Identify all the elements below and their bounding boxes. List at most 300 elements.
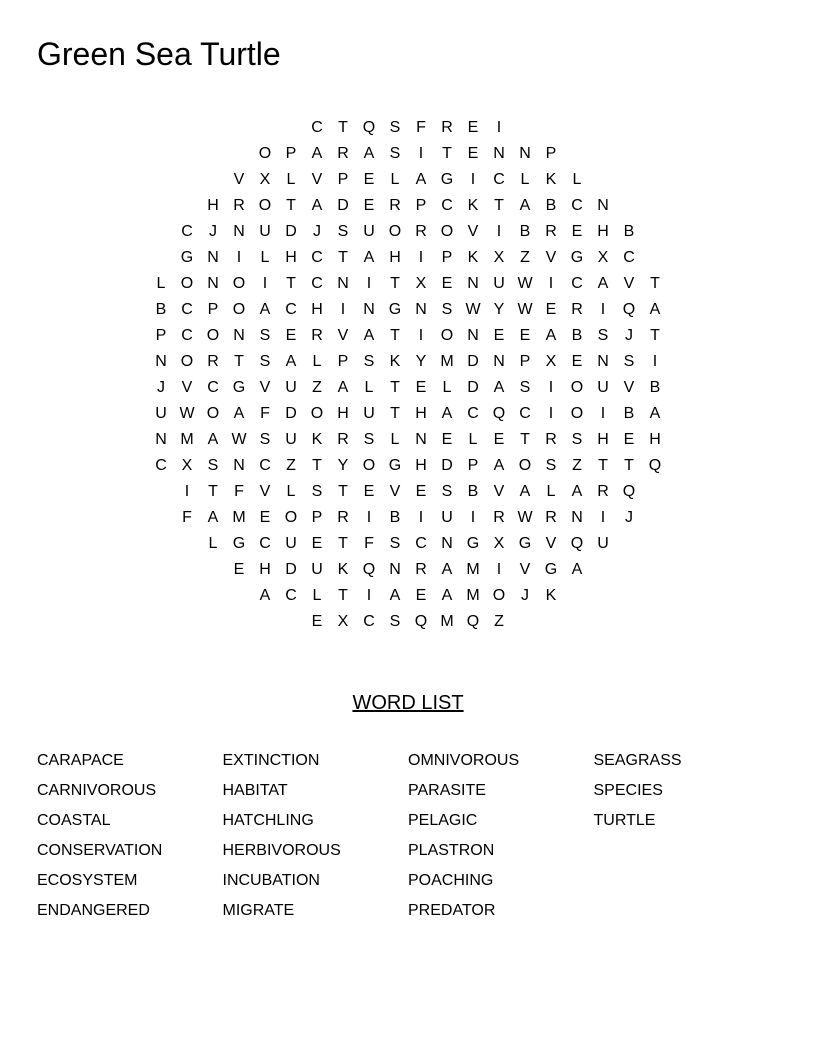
grid-letter: I (496, 223, 502, 240)
grid-letter: O (388, 223, 402, 240)
grid-letter: H (285, 249, 297, 266)
grid-letter: V (311, 171, 323, 188)
grid-letter: C (155, 457, 167, 474)
grid-letter: X (259, 171, 271, 188)
grid-letter: N (597, 353, 609, 370)
grid-letter: S (519, 379, 531, 396)
grid-row (0, 297, 816, 323)
grid-row (0, 609, 816, 635)
grid-letter: N (363, 301, 375, 318)
grid-letter: H (311, 301, 323, 318)
grid-letter: A (207, 431, 219, 448)
grid-letter: E (363, 197, 375, 214)
grid-letter: S (207, 457, 219, 474)
grid-letter: U (493, 275, 505, 292)
grid-letter: L (442, 379, 452, 396)
grid-letter: U (285, 431, 297, 448)
grid-row (0, 453, 816, 479)
word-list-item: HABITAT (222, 782, 288, 799)
grid-letter: J (209, 223, 217, 240)
grid-letter: L (156, 275, 166, 292)
grid-letter: W (517, 301, 533, 318)
grid-letter: G (232, 535, 246, 552)
grid-letter: I (236, 249, 242, 266)
grid-letter: I (470, 171, 476, 188)
grid-letter: I (496, 561, 502, 578)
grid-letter: U (597, 535, 609, 552)
grid-letter: U (259, 223, 271, 240)
grid-letter: A (363, 145, 375, 162)
grid-letter: D (467, 379, 479, 396)
grid-letter: C (285, 587, 297, 604)
word-list-column (37, 746, 222, 926)
word-list-item: CARAPACE (37, 752, 124, 769)
grid-letter: A (571, 561, 583, 578)
grid-row (0, 479, 816, 505)
grid-letter: E (467, 145, 479, 162)
grid-letter: T (338, 483, 348, 500)
grid-letter: K (311, 431, 323, 448)
grid-letter: N (155, 353, 167, 370)
grid-letter: B (467, 483, 479, 500)
grid-letter: O (258, 197, 272, 214)
grid-letter: Z (520, 249, 530, 266)
grid-row (0, 557, 816, 583)
grid-letter: H (259, 561, 271, 578)
grid-letter: L (572, 171, 582, 188)
grid-letter: X (415, 275, 427, 292)
grid-letter: G (518, 535, 532, 552)
grid-letter: I (340, 301, 346, 318)
grid-letter: Q (622, 301, 636, 318)
grid-letter: L (286, 483, 296, 500)
grid-letter: S (337, 223, 349, 240)
word-list-column (408, 746, 593, 926)
grid-letter: T (208, 483, 218, 500)
word-list-item: COASTAL (37, 812, 111, 829)
grid-letter: B (571, 327, 583, 344)
grid-letter: O (440, 327, 454, 344)
grid-letter: R (337, 145, 349, 162)
grid-letter: E (545, 301, 557, 318)
grid-letter: I (600, 301, 606, 318)
grid-letter: A (571, 483, 583, 500)
grid-letter: C (519, 405, 531, 422)
grid-letter: N (207, 275, 219, 292)
grid-letter: N (597, 197, 609, 214)
grid-letter: C (181, 223, 193, 240)
grid-letter: I (418, 145, 424, 162)
grid-letter: A (363, 327, 375, 344)
grid-letter: C (415, 535, 427, 552)
grid-letter: H (649, 431, 661, 448)
grid-letter: M (466, 561, 480, 578)
grid-letter: L (286, 171, 296, 188)
grid-letter: A (441, 561, 453, 578)
grid-letter: N (233, 457, 245, 474)
grid-letter: E (259, 509, 271, 526)
grid-letter: I (366, 587, 372, 604)
grid-row (0, 245, 816, 271)
grid-letter: S (389, 535, 401, 552)
grid-letter: A (337, 379, 349, 396)
grid-letter: Q (362, 119, 376, 136)
grid-letter: E (415, 483, 427, 500)
grid-letter: T (338, 249, 348, 266)
grid-letter: L (312, 587, 322, 604)
grid-letter: L (546, 483, 556, 500)
grid-row (0, 323, 816, 349)
grid-letter: A (311, 197, 323, 214)
grid-letter: O (180, 353, 194, 370)
grid-row (0, 401, 816, 427)
grid-letter: B (623, 223, 635, 240)
grid-letter: V (259, 379, 271, 396)
grid-letter: O (284, 509, 298, 526)
word-list-item: PLASTRON (408, 842, 495, 859)
grid-letter: K (467, 249, 479, 266)
word-list-item: INCUBATION (222, 872, 320, 889)
grid-letter: S (259, 431, 271, 448)
grid-letter: I (418, 327, 424, 344)
grid-letter: X (597, 249, 609, 266)
grid-letter: T (624, 457, 634, 474)
grid-letter: H (597, 431, 609, 448)
page-title: Green Sea Turtle (37, 36, 281, 72)
grid-letter: E (363, 483, 375, 500)
word-list-item: ECOSYSTEM (37, 872, 138, 889)
grid-letter: C (311, 119, 323, 136)
grid-row (0, 375, 816, 401)
grid-letter: N (389, 561, 401, 578)
grid-letter: O (232, 275, 246, 292)
grid-letter: A (649, 301, 661, 318)
grid-letter: R (493, 509, 505, 526)
grid-letter: O (492, 587, 506, 604)
grid-letter: W (465, 301, 481, 318)
grid-letter: G (544, 561, 558, 578)
grid-letter: V (337, 327, 349, 344)
word-list-item: PELAGIC (408, 812, 478, 829)
grid-letter: S (389, 613, 401, 630)
grid-letter: C (259, 535, 271, 552)
grid-letter: I (548, 405, 554, 422)
grid-letter: K (545, 587, 557, 604)
grid-letter: E (493, 431, 505, 448)
grid-row (0, 115, 816, 141)
grid-letter: R (233, 197, 245, 214)
grid-letter: L (260, 249, 270, 266)
grid-letter: V (259, 483, 271, 500)
grid-letter: U (285, 535, 297, 552)
grid-letter: O (206, 405, 220, 422)
grid-letter: H (597, 223, 609, 240)
grid-letter: A (493, 457, 505, 474)
grid-letter: A (415, 171, 427, 188)
word-list-item: CONSERVATION (37, 842, 163, 859)
grid-letter: I (418, 249, 424, 266)
grid-letter: H (389, 249, 401, 266)
grid-letter: A (207, 509, 219, 526)
grid-letter: W (231, 431, 247, 448)
grid-letter: V (519, 561, 531, 578)
grid-letter: I (600, 405, 606, 422)
grid-letter: C (311, 249, 323, 266)
grid-letter: V (623, 379, 635, 396)
word-list-item: SEAGRASS (593, 752, 682, 769)
grid-letter: Y (337, 457, 349, 474)
grid-letter: Q (570, 535, 584, 552)
grid-letter: P (441, 249, 453, 266)
grid-letter: L (390, 171, 400, 188)
grid-letter: S (571, 431, 583, 448)
grid-letter: T (338, 535, 348, 552)
grid-letter: C (623, 249, 635, 266)
grid-letter: Q (362, 561, 376, 578)
grid-letter: E (571, 223, 583, 240)
word-list-item: POACHING (408, 872, 494, 889)
grid-letter: T (650, 275, 660, 292)
grid-letter: Z (312, 379, 322, 396)
grid-letter: U (363, 405, 375, 422)
grid-letter: E (623, 431, 635, 448)
grid-letter: J (625, 509, 633, 526)
grid-letter: T (338, 119, 348, 136)
grid-letter: J (625, 327, 633, 344)
grid-letter: G (440, 171, 454, 188)
grid-letter: R (571, 301, 583, 318)
grid-letter: A (311, 145, 323, 162)
grid-letter: N (519, 145, 531, 162)
grid-row (0, 505, 816, 531)
grid-letter: M (232, 509, 246, 526)
grid-letter: P (337, 353, 349, 370)
grid-letter: Q (648, 457, 662, 474)
grid-letter: J (521, 587, 529, 604)
grid-letter: Q (622, 483, 636, 500)
grid-letter: O (232, 301, 246, 318)
grid-letter: K (467, 197, 479, 214)
grid-letter: V (181, 379, 193, 396)
grid-letter: A (597, 275, 609, 292)
word-list-item: HATCHLING (222, 812, 314, 829)
grid-letter: C (441, 197, 453, 214)
grid-letter: E (285, 327, 297, 344)
grid-letter: F (364, 535, 374, 552)
grid-letter: T (390, 327, 400, 344)
grid-letter: X (493, 249, 505, 266)
grid-letter: F (182, 509, 192, 526)
grid-row (0, 583, 816, 609)
grid-letter: C (363, 613, 375, 630)
grid-letter: V (467, 223, 479, 240)
grid-letter: S (389, 119, 401, 136)
grid-letter: G (388, 301, 402, 318)
grid-letter: H (337, 405, 349, 422)
grid-letter: O (180, 275, 194, 292)
grid-letter: V (389, 483, 401, 500)
grid-letter: E (233, 561, 245, 578)
grid-letter: W (517, 509, 533, 526)
grid-letter: A (441, 587, 453, 604)
grid-letter: U (441, 509, 453, 526)
grid-letter: A (285, 353, 297, 370)
grid-letter: P (285, 145, 297, 162)
grid-letter: G (180, 249, 194, 266)
grid-letter: I (366, 509, 372, 526)
grid-letter: A (259, 301, 271, 318)
grid-letter: I (366, 275, 372, 292)
grid-letter: C (571, 197, 583, 214)
grid-letter: N (467, 327, 479, 344)
grid-letter: A (389, 587, 401, 604)
grid-letter: S (259, 353, 271, 370)
grid-letter: F (416, 119, 426, 136)
grid-letter: L (364, 379, 374, 396)
grid-letter: R (311, 327, 323, 344)
grid-letter: T (520, 431, 530, 448)
grid-letter: C (285, 301, 297, 318)
grid-letter: N (207, 249, 219, 266)
word-list-item: ENDANGERED (37, 902, 150, 919)
grid-letter: I (262, 275, 268, 292)
grid-letter: C (493, 171, 505, 188)
grid-letter: L (390, 431, 400, 448)
grid-letter: I (496, 119, 502, 136)
grid-letter: S (363, 431, 375, 448)
word-list-item: EXTINCTION (222, 752, 320, 769)
grid-letter: C (571, 275, 583, 292)
grid-letter: S (545, 457, 557, 474)
grid-letter: D (337, 197, 349, 214)
grid-letter: H (415, 457, 427, 474)
grid-letter: Q (414, 613, 428, 630)
grid-letter: W (179, 405, 195, 422)
grid-letter: I (652, 353, 658, 370)
grid-letter: P (207, 301, 219, 318)
word-list-item: SPECIES (593, 782, 663, 799)
grid-letter: E (441, 275, 453, 292)
grid-row (0, 531, 816, 557)
grid-letter: A (519, 483, 531, 500)
grid-letter: Z (286, 457, 296, 474)
word-list (37, 746, 779, 946)
grid-letter: E (415, 379, 427, 396)
grid-letter: C (181, 301, 193, 318)
grid-letter: F (234, 483, 244, 500)
grid-letter: N (415, 301, 427, 318)
grid-letter: T (312, 457, 322, 474)
grid-letter: H (415, 405, 427, 422)
grid-letter: Q (466, 613, 480, 630)
word-list-item: HERBIVOROUS (222, 842, 341, 859)
grid-letter: Y (415, 353, 427, 370)
grid-letter: T (390, 379, 400, 396)
grid-letter: U (155, 405, 167, 422)
grid-letter: T (234, 353, 244, 370)
grid-letter: A (519, 197, 531, 214)
grid-letter: U (285, 379, 297, 396)
grid-letter: L (520, 171, 530, 188)
grid-letter: E (467, 119, 479, 136)
grid-letter: C (207, 379, 219, 396)
grid-letter: R (441, 119, 453, 136)
grid-letter: P (519, 353, 531, 370)
grid-letter: S (441, 483, 453, 500)
grid-letter: V (623, 275, 635, 292)
grid-letter: X (337, 613, 349, 630)
grid-letter: A (441, 405, 453, 422)
grid-letter: E (493, 327, 505, 344)
grid-letter: A (233, 405, 245, 422)
grid-letter: C (181, 327, 193, 344)
grid-letter: A (363, 249, 375, 266)
grid-letter: T (286, 275, 296, 292)
grid-letter: T (286, 197, 296, 214)
grid-letter: T (442, 145, 452, 162)
grid-letter: R (415, 223, 427, 240)
grid-letter: C (259, 457, 271, 474)
grid-letter: L (208, 535, 218, 552)
grid-letter: Z (494, 613, 504, 630)
grid-letter: A (259, 587, 271, 604)
grid-letter: R (545, 223, 557, 240)
grid-row (0, 349, 816, 375)
grid-letter: E (415, 587, 427, 604)
grid-letter: I (548, 379, 554, 396)
grid-letter: B (155, 301, 167, 318)
grid-letter: E (311, 613, 323, 630)
grid-letter: J (157, 379, 165, 396)
grid-letter: C (467, 405, 479, 422)
grid-letter: W (517, 275, 533, 292)
grid-letter: O (258, 145, 272, 162)
grid-letter: D (285, 561, 297, 578)
word-list-item: OMNIVOROUS (408, 752, 520, 769)
grid-row (0, 219, 816, 245)
grid-letter: B (649, 379, 661, 396)
grid-letter: E (311, 535, 323, 552)
grid-letter: O (570, 405, 584, 422)
grid-letter: R (337, 509, 349, 526)
grid-letter: A (649, 405, 661, 422)
grid-letter: S (441, 301, 453, 318)
grid-letter: H (207, 197, 219, 214)
grid-letter: B (519, 223, 531, 240)
grid-letter: T (598, 457, 608, 474)
grid-letter: N (493, 145, 505, 162)
grid-letter: B (623, 405, 635, 422)
grid-letter: S (623, 353, 635, 370)
grid-letter: R (389, 197, 401, 214)
grid-letter: G (232, 379, 246, 396)
grid-letter: R (415, 561, 427, 578)
word-list-item: PREDATOR (408, 902, 496, 919)
grid-letter: K (545, 171, 557, 188)
grid-letter: N (337, 275, 349, 292)
grid-row (0, 141, 816, 167)
grid-letter: Y (493, 301, 505, 318)
grid-letter: S (597, 327, 609, 344)
grid-letter: X (493, 535, 505, 552)
grid-letter: F (260, 405, 270, 422)
grid-letter: T (390, 405, 400, 422)
grid-letter: E (519, 327, 531, 344)
grid-letter: I (600, 509, 606, 526)
grid-letter: A (493, 379, 505, 396)
word-list-column (223, 746, 408, 926)
word-list-item: PARASITE (408, 782, 486, 799)
